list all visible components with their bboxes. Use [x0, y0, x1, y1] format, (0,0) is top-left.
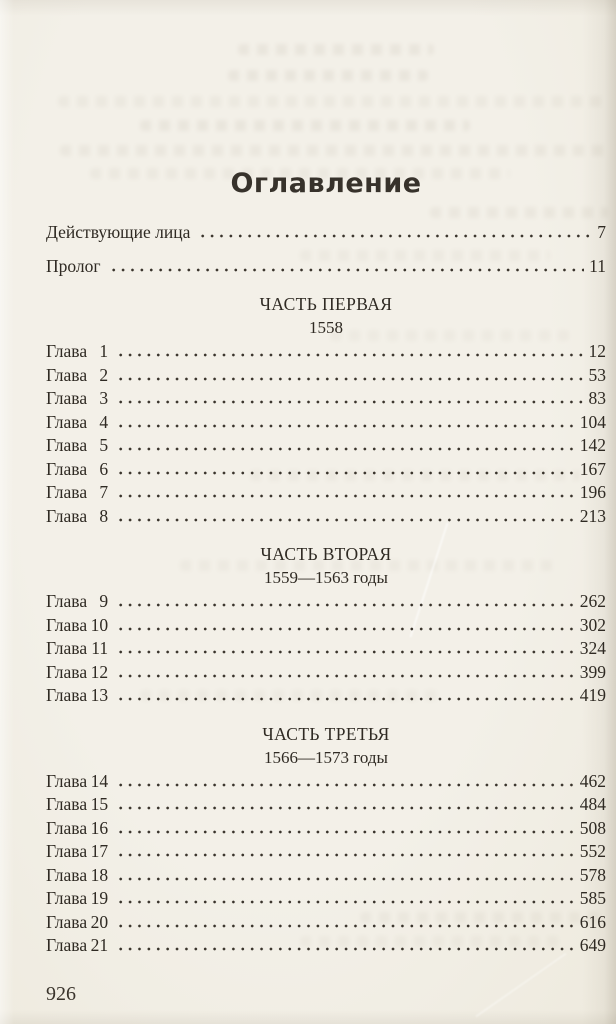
toc-row [46, 817, 606, 841]
chapter-word: Глава [46, 794, 88, 814]
toc-parts [46, 292, 606, 958]
toc-entry-page: 578 [579, 864, 606, 885]
toc-entry-page: 167 [579, 458, 606, 479]
dot-leader [116, 696, 575, 701]
dot-leader [116, 805, 575, 810]
chapter-word: Глава [46, 458, 88, 479]
dot-leader [116, 626, 575, 631]
toc-entry-page: 508 [579, 817, 606, 838]
part-heading: ЧАСТЬ ВТОРАЯ [260, 544, 392, 564]
dot-leader [116, 923, 575, 928]
toc-row [46, 770, 606, 794]
chapter-word: Глава [46, 482, 88, 502]
toc-part [46, 722, 606, 958]
toc-chapter-label [46, 458, 108, 482]
dot-leader [109, 267, 585, 272]
toc-front [46, 221, 606, 278]
chapter-number: 16 [90, 817, 109, 838]
toc-chapter-label [46, 364, 108, 388]
dot-leader [116, 446, 575, 451]
toc-chapter-label [46, 387, 108, 411]
toc-entry-page: 324 [579, 638, 606, 658]
chapter-number: 20 [90, 911, 109, 932]
toc-row [46, 364, 606, 388]
chapter-number: 8 [99, 505, 109, 526]
toc-entry-page: 142 [579, 435, 606, 455]
chapter-number: 17 [90, 841, 109, 861]
toc-chapter-label [46, 590, 108, 614]
chapter-number: 6 [99, 458, 109, 479]
chapter-number: 11 [91, 638, 109, 658]
toc-chapter-label [46, 934, 108, 958]
chapter-number: 18 [90, 864, 109, 885]
toc-entry-page: 104 [579, 411, 606, 432]
toc-entry-page: 484 [579, 794, 606, 814]
part-chapters [46, 770, 606, 958]
toc-part [46, 292, 606, 528]
toc-row [46, 387, 606, 411]
page-title: Оглавление [230, 168, 422, 199]
chapter-word: Глава [46, 841, 88, 861]
toc-row [46, 887, 606, 911]
chapter-number: 4 [99, 411, 109, 432]
chapter-word: Глава [46, 935, 88, 955]
toc-entry-page: 462 [579, 770, 606, 791]
chapter-word: Глава [46, 685, 88, 705]
toc-entry-page: 585 [579, 888, 606, 908]
toc-row [46, 793, 606, 817]
dot-leader [116, 946, 575, 951]
toc-row [46, 864, 606, 888]
chapter-word: Глава [46, 638, 88, 658]
toc-row [46, 340, 606, 364]
dot-leader [116, 493, 575, 498]
toc-entry-page: 83 [588, 388, 606, 408]
toc-row [46, 614, 606, 638]
toc-entry-page: 53 [588, 364, 606, 385]
chapter-word: Глава [46, 411, 88, 432]
chapter-word: Глава [46, 435, 88, 455]
dot-leader [116, 470, 575, 475]
dot-leader [116, 352, 583, 357]
chapter-word: Глава [46, 770, 88, 791]
chapter-word: Глава [46, 505, 88, 526]
chapter-number: 21 [90, 935, 109, 955]
toc-row [46, 434, 606, 458]
toc-entry-page: 7 [597, 222, 606, 242]
chapter-number: 7 [99, 482, 109, 502]
toc-row [46, 255, 606, 279]
toc-chapter-label [46, 411, 108, 435]
chapter-number: 15 [90, 794, 109, 814]
toc-chapter-label [46, 887, 108, 911]
toc-row [46, 221, 606, 245]
toc-row [46, 661, 606, 685]
toc-chapter-label [46, 340, 108, 364]
toc-row [46, 590, 606, 614]
toc-entry-page: 12 [588, 341, 606, 361]
toc-row [46, 684, 606, 708]
dot-leader [116, 649, 575, 654]
toc-chapter-label [46, 614, 108, 638]
dot-leader [116, 782, 575, 787]
chapter-word: Глава [46, 614, 88, 635]
dot-leader [116, 517, 575, 522]
part-heading: ЧАСТЬ ТРЕТЬЯ [262, 723, 390, 744]
toc-chapter-label [46, 770, 108, 794]
chapter-word: Глава [46, 341, 88, 361]
toc-entry-page: 11 [589, 255, 606, 276]
toc-chapter-label [46, 911, 108, 935]
dot-leader [198, 233, 592, 238]
chapter-word: Глава [46, 388, 88, 408]
toc-chapter-label [46, 637, 108, 661]
dot-leader [116, 899, 575, 904]
toc-chapter-label [46, 434, 108, 458]
dot-leader [116, 423, 575, 428]
toc-chapter-label [46, 864, 108, 888]
chapter-number: 9 [99, 591, 109, 611]
dot-leader [116, 852, 575, 857]
chapter-word: Глава [46, 911, 88, 932]
chapter-number: 14 [90, 770, 109, 791]
chapter-word: Глава [46, 817, 88, 838]
toc-row [46, 411, 606, 435]
toc-row [46, 934, 606, 958]
toc-part [46, 542, 606, 708]
chapter-number: 13 [90, 685, 109, 705]
chapter-word: Глава [46, 888, 88, 908]
toc-row [46, 481, 606, 505]
chapter-number: 1 [99, 341, 109, 361]
toc-chapter-label [46, 793, 108, 817]
toc-content [46, 0, 606, 958]
toc-row [46, 840, 606, 864]
chapter-number: 3 [99, 388, 109, 408]
toc-entry-page: 302 [579, 614, 606, 635]
chapter-word: Глава [46, 364, 88, 385]
toc-row [46, 505, 606, 529]
part-chapters [46, 590, 606, 708]
toc-entry-page: 196 [579, 482, 606, 502]
dot-leader [116, 829, 575, 834]
part-subheading: 1559—1563 годы [264, 568, 388, 587]
chapter-number: 19 [90, 888, 109, 908]
dot-leader [116, 876, 575, 881]
toc-chapter-label [46, 840, 108, 864]
dot-leader [116, 602, 575, 607]
part-chapters [46, 340, 606, 528]
toc-row [46, 637, 606, 661]
folio-page-number: 926 [46, 983, 76, 1005]
toc-entry-page: 649 [579, 935, 606, 955]
toc-row [46, 458, 606, 482]
chapter-number: 5 [99, 435, 109, 455]
toc-entry-label: Пролог [46, 255, 101, 276]
toc-entry-page: 262 [579, 591, 606, 611]
toc-chapter-label [46, 817, 108, 841]
toc-entry-page: 419 [579, 685, 606, 705]
scratch-artifact [475, 953, 566, 1018]
chapter-word: Глава [46, 591, 88, 611]
toc-chapter-label [46, 505, 108, 529]
dot-leader [116, 376, 583, 381]
chapter-number: 2 [99, 364, 109, 385]
toc-chapter-label [46, 661, 108, 685]
dot-leader [116, 399, 583, 404]
toc-chapter-label [46, 481, 108, 505]
toc-chapter-label [46, 684, 108, 708]
chapter-word: Глава [46, 864, 88, 885]
dot-leader [116, 673, 575, 678]
toc-entry-page: 399 [579, 661, 606, 682]
chapter-number: 12 [90, 661, 109, 682]
toc-entry-page: 213 [579, 505, 606, 526]
toc-entry-page: 616 [579, 911, 606, 932]
toc-entry-label: Действующие лица [46, 222, 191, 242]
chapter-word: Глава [46, 661, 88, 682]
part-subheading: 1566—1573 годы [264, 747, 388, 767]
part-heading: ЧАСТЬ ПЕРВАЯ [259, 294, 393, 314]
chapter-number: 10 [90, 614, 109, 635]
toc-entry-page: 552 [579, 841, 606, 861]
toc-row [46, 911, 606, 935]
part-subheading: 1558 [309, 318, 343, 337]
